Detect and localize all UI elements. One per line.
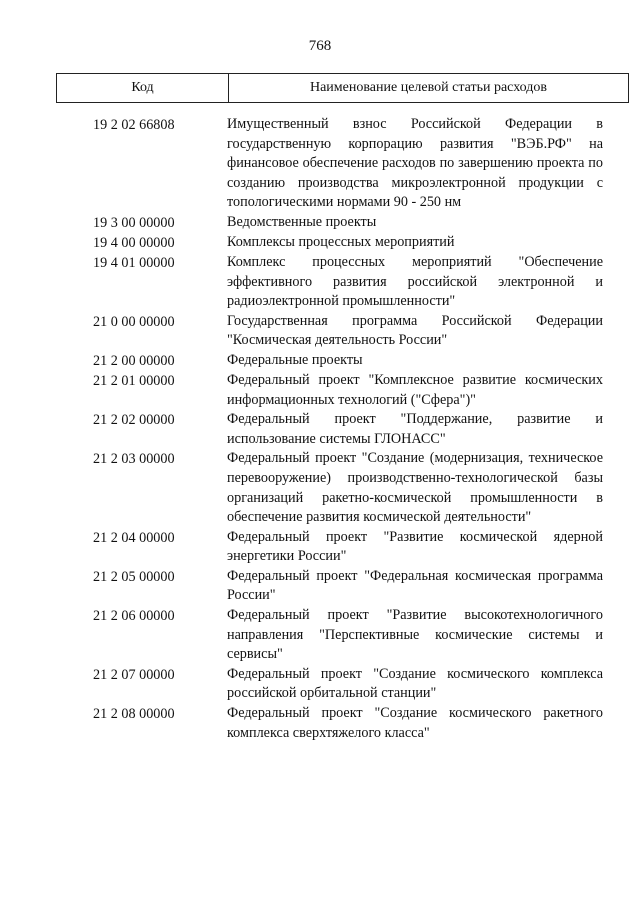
row-code: 21 2 01 00000 — [93, 372, 175, 389]
table-row — [0, 233, 640, 253]
row-name: Государственная программа Российской Федерации "Космическая деятельность России" — [227, 312, 603, 349]
row-code: 21 2 03 00000 — [93, 451, 175, 468]
table-header — [56, 73, 629, 103]
row-code: 21 0 00 00000 — [93, 313, 175, 330]
row-code: 19 4 00 00000 — [93, 234, 175, 251]
table-row — [0, 115, 640, 213]
row-name: Ведомственные проекты — [227, 213, 377, 230]
row-code: 21 2 05 00000 — [93, 568, 175, 585]
table-row — [0, 371, 640, 410]
table-row — [0, 704, 640, 743]
row-code: 21 2 06 00000 — [93, 608, 175, 625]
table-row — [0, 312, 640, 351]
row-code: 21 2 04 00000 — [93, 529, 175, 546]
table-row — [0, 213, 640, 233]
row-name: Федеральный проект "Развитие космической ядерной энергетики России" — [227, 528, 603, 565]
table-row — [0, 567, 640, 606]
row-name: Федеральный проект "Создание космического ракетного комплекса сверхтяжелого класса" — [227, 705, 603, 741]
table-row — [0, 528, 640, 567]
row-code: 19 3 00 00000 — [93, 214, 175, 231]
row-name: Федеральный проект "Развитие высокотехнологичного направления "Перспективные космические системы и сервисы" — [227, 607, 603, 663]
row-name: Федеральный проект "Создание космического комплекса российской орбитальной станции" — [227, 665, 603, 702]
table-row — [0, 449, 640, 527]
row-code: 21 2 00 00000 — [93, 352, 175, 369]
row-name: Имущественный взнос Российской Федерации в государственную корпорацию развития "ВЭБ.РФ" на финансовое обеспечение расходов по завершению проекта по созданию производства микроэлектронной продукции с топологическими нормами 90 - 250 нм — [227, 116, 603, 211]
table-row — [0, 606, 640, 665]
page-number: 768 — [308, 38, 332, 54]
column-header-name: Наименование целевой статьи расходов — [309, 80, 548, 95]
table-row — [0, 665, 640, 704]
row-name: Федеральный проект "Комплексное развитие космических информационных технологий ("Сфера")" — [227, 371, 603, 408]
row-code: 21 2 08 00000 — [93, 706, 175, 723]
row-name: Федеральные проекты — [227, 351, 363, 368]
row-name: Комплекс процессных мероприятий "Обеспечение эффективного развития российской электронной и радиоэлектронной промышленности" — [227, 253, 603, 310]
budget-items-list — [0, 115, 640, 743]
row-code: 21 2 07 00000 — [93, 666, 175, 683]
row-code: 19 4 01 00000 — [93, 254, 175, 271]
row-name: Федеральный проект "Федеральная космическая программа России" — [227, 567, 603, 604]
row-code: 19 2 02 66808 — [93, 117, 175, 133]
table-row — [0, 410, 640, 449]
table-row — [0, 351, 640, 371]
row-name: Федеральный проект "Создание (модернизация, техническое перевооружение) производственно-технологической базы организаций ракетно-космической промышленности в обеспечение развития космической деятельности" — [227, 450, 603, 526]
row-name: Комплексы процессных мероприятий — [227, 233, 455, 250]
column-header-code: Код — [57, 74, 229, 102]
table-row — [0, 253, 640, 312]
row-name: Федеральный проект "Поддержание, развитие и использование системы ГЛОНАСС" — [227, 411, 603, 447]
row-code: 21 2 02 00000 — [93, 412, 175, 429]
